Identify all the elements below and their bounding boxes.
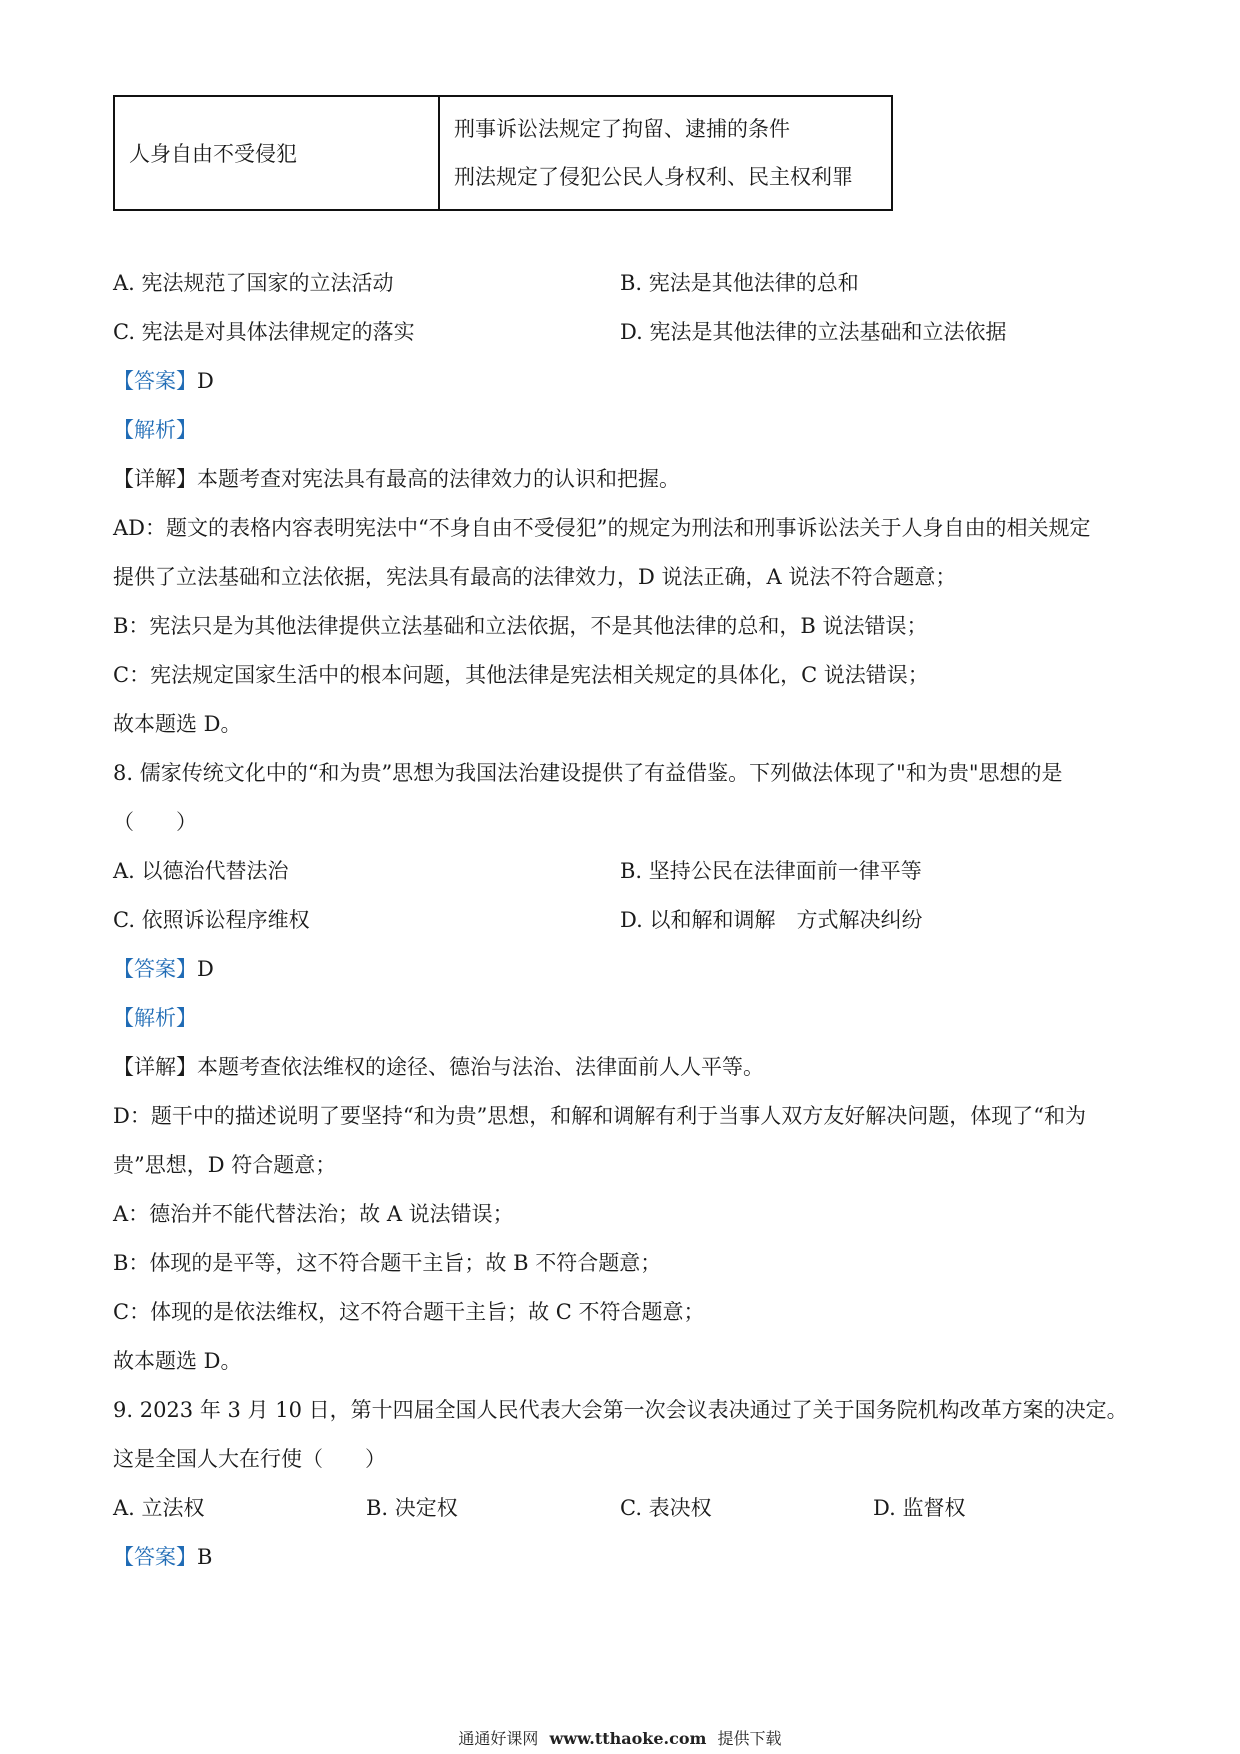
q7-explanation-line: 提供了立法基础和立法依据，宪法具有最高的法律效力，D 说法正确，A 说法不符合题意；	[113, 565, 957, 589]
detail-text: 本题考查依法维权的途径、德治与法治、法律面前人人平等。	[197, 1055, 764, 1079]
q8-explanation-line: B：体现的是平等，这不符合题干主旨；故 B 不符合题意；	[113, 1251, 662, 1275]
footer-site: 通通好课网	[458, 1729, 539, 1748]
q7-explanation-line: C：宪法规定国家生活中的根本问题，其他法律是宪法相关规定的具体化，C 说法错误；	[113, 663, 929, 687]
q7-option-b: B. 宪法是其他法律的总和	[620, 271, 859, 295]
q7-explanation-line: AD：题文的表格内容表明宪法中“不身自由不受侵犯”的规定为刑法和刑事诉讼法关于人身自由的相关规定	[113, 516, 1091, 540]
q8-stem: 8. 儒家传统文化中的“和为贵”思想为我国法治建设提供了有益借鉴。下列做法体现了"和为贵"思想的是	[113, 761, 1063, 785]
detail-text: 本题考查对宪法具有最高的法律效力的认识和把握。	[197, 467, 680, 491]
answer-tag: 【答案】	[113, 1545, 197, 1569]
q9-option-c: C. 表决权	[620, 1496, 712, 1520]
q7-explanation-line: 故本题选 D。	[113, 712, 242, 736]
answer-value: D	[197, 369, 214, 393]
answer-value: B	[197, 1545, 213, 1569]
answer-tag: 【答案】	[113, 957, 197, 981]
analysis-tag: 【解析】	[113, 1006, 197, 1030]
q8-stem-blank: （ ）	[113, 810, 197, 834]
footer-suffix: 提供下载	[717, 1729, 782, 1748]
table-right-line: 刑法规定了侵犯公民人身权利、民主权利罪	[454, 165, 853, 189]
q9-option-d: D. 监督权	[873, 1496, 966, 1520]
q8-explanation-line: 故本题选 D。	[113, 1349, 242, 1373]
q8-option-d: D. 以和解和调解 方式解决纠纷	[620, 908, 923, 932]
q8-option-a: A. 以德治代替法治	[113, 859, 289, 883]
answer-tag: 【答案】	[113, 369, 197, 393]
page-footer	[0, 1727, 1240, 1751]
q9-option-a: A. 立法权	[113, 1496, 205, 1520]
detail-tag: 【详解】	[113, 1055, 197, 1079]
q8-detail	[113, 1051, 764, 1083]
q8-explanation-line: 贵”思想，D 符合题意；	[113, 1153, 337, 1177]
q8-explanation-line: C：体现的是依法维权，这不符合题干主旨；故 C 不符合题意；	[113, 1300, 705, 1324]
law-table	[113, 95, 893, 211]
q9-stem-cont: 这是全国人大在行使（ ）	[113, 1447, 386, 1471]
detail-tag: 【详解】	[113, 467, 197, 491]
footer-url[interactable]: www.tthaoke.com	[549, 1729, 707, 1748]
q8-option-b: B. 坚持公民在法律面前一律平等	[620, 859, 922, 883]
table-right-cell	[439, 96, 892, 210]
table-left-cell: 人身自由不受侵犯	[114, 96, 439, 210]
q8-analysis	[113, 1002, 197, 1034]
q9-stem: 9. 2023 年 3 月 10 日，第十四届全国人民代表大会第一次会议表决通过了关于国务院机构改革方案的决定。	[113, 1398, 1128, 1422]
q7-answer	[113, 365, 214, 397]
answer-value: D	[197, 957, 214, 981]
q8-option-c: C. 依照诉讼程序维权	[113, 908, 310, 932]
q7-option-d: D. 宪法是其他法律的立法基础和立法依据	[620, 320, 1007, 344]
q9-answer	[113, 1541, 212, 1573]
q7-option-c: C. 宪法是对具体法律规定的落实	[113, 320, 415, 344]
q8-answer	[113, 953, 214, 985]
q7-option-a: A. 宪法规范了国家的立法活动	[113, 271, 394, 295]
q8-explanation-line: A：德治并不能代替法治；故 A 说法错误；	[113, 1202, 514, 1226]
q7-detail	[113, 463, 680, 495]
q9-option-b: B. 决定权	[366, 1496, 458, 1520]
q7-analysis	[113, 414, 197, 446]
table-right-line: 刑事诉讼法规定了拘留、逮捕的条件	[454, 117, 790, 141]
q7-explanation-line: B：宪法只是为其他法律提供立法基础和立法依据，不是其他法律的总和，B 说法错误；	[113, 614, 928, 638]
analysis-tag: 【解析】	[113, 418, 197, 442]
q8-explanation-line: D：题干中的描述说明了要坚持“和为贵”思想，和解和调解有利于当事人双方友好解决问题，体现了“和为	[113, 1104, 1087, 1128]
